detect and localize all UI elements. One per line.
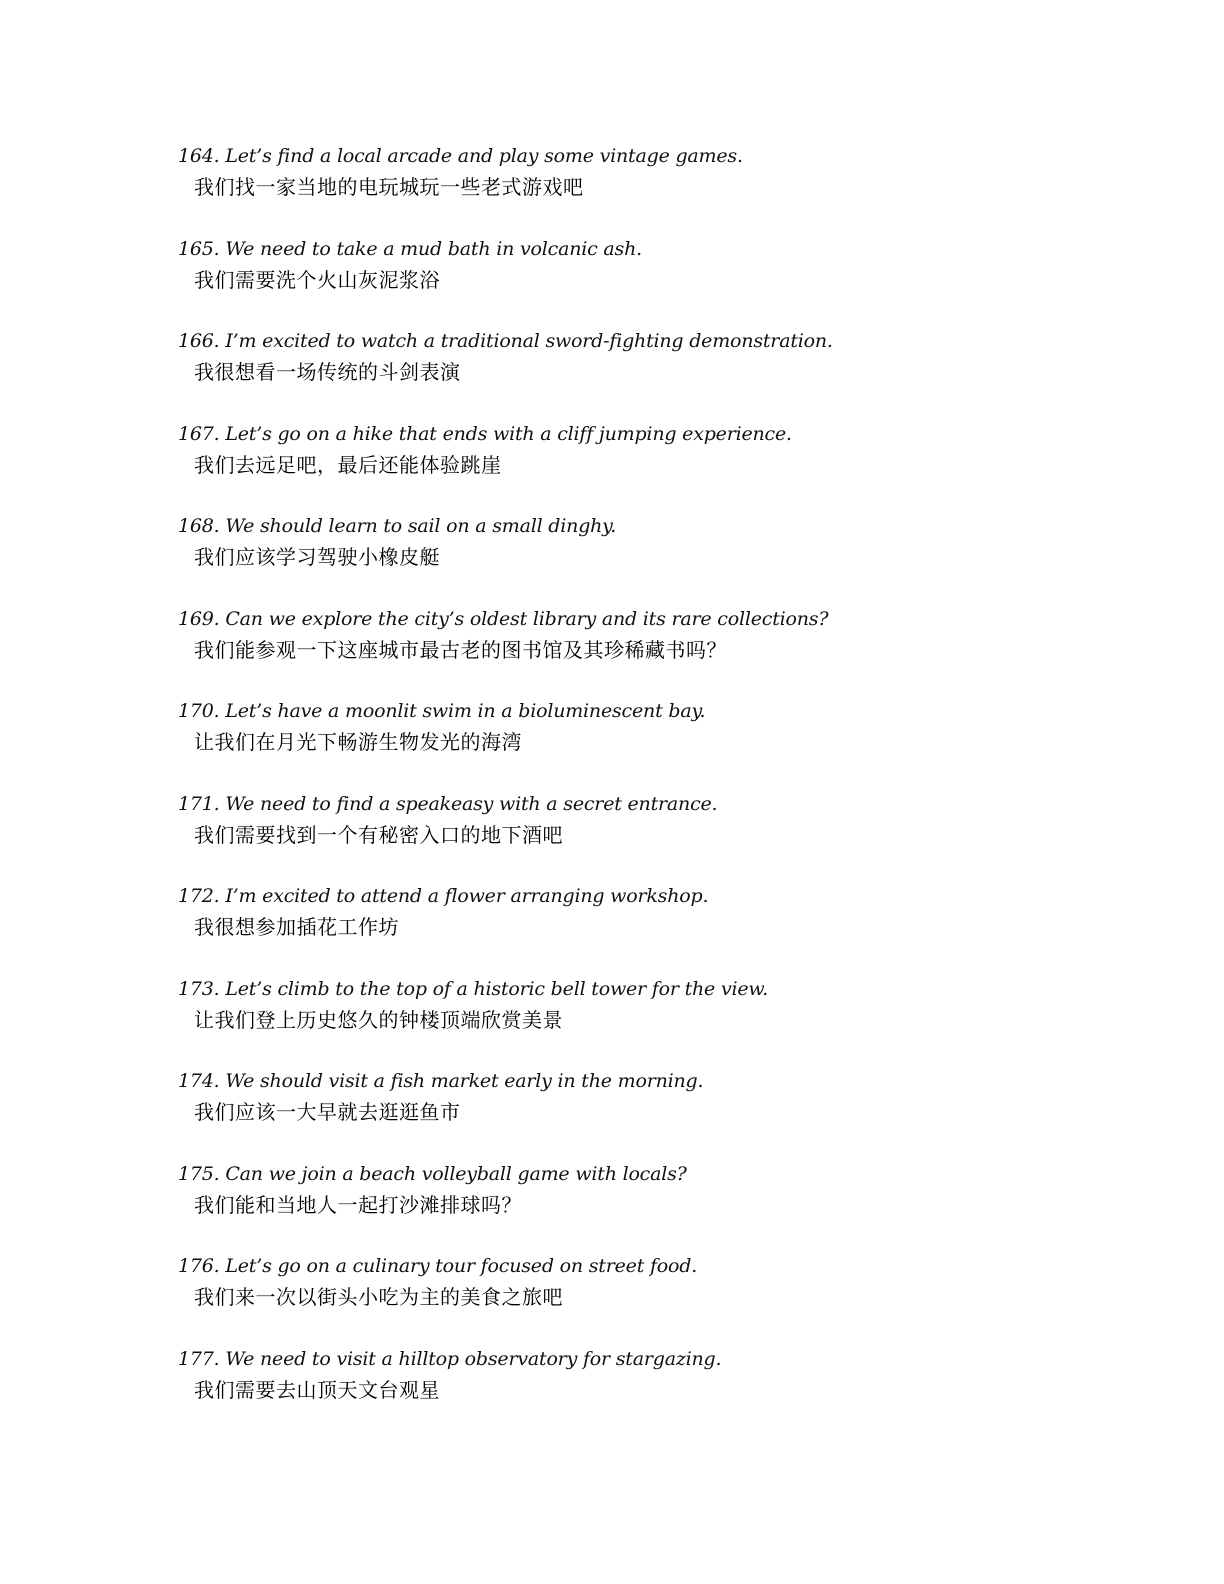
- english-sentence: 171. We need to find a speakeasy with a secret entrance.: [178, 792, 718, 815]
- phrase-entry-167: [178, 418, 1158, 511]
- chinese-translation: 让我们登上历史悠久的钟楼顶端欣赏美景: [194, 1007, 563, 1032]
- english-sentence: 168. We should learn to sail on a small dinghy.: [178, 515, 617, 537]
- phrase-entry-174: [178, 1065, 1158, 1158]
- phrase-entry-166: [178, 325, 1158, 418]
- chinese-translation: 我们需要找到一个有秘密入口的地下酒吧: [194, 822, 563, 847]
- chinese-translation: 我们能和当地人一起打沙滩排球吗？: [194, 1192, 522, 1217]
- phrase-entry-176: [178, 1250, 1158, 1343]
- chinese-translation: 我们能参观一下这座城市最古老的图书馆及其珍稀藏书吗？: [194, 637, 727, 662]
- english-sentence: 175. Can we join a beach volleyball game with locals?: [178, 1162, 687, 1185]
- chinese-translation: 我们需要洗个火山灰泥浆浴: [194, 267, 440, 292]
- phrase-entry-164: [178, 140, 1158, 233]
- chinese-translation: 我们应该学习驾驶小橡皮艇: [194, 545, 440, 569]
- chinese-translation: 我们应该一大早就去逛逛鱼市: [194, 1100, 461, 1124]
- phrase-entry-168: [178, 510, 1158, 603]
- english-sentence: 174. We should visit a fish market early in the morning.: [178, 1070, 704, 1092]
- english-sentence: 170. Let’s have a moonlit swim in a bioluminescent bay.: [178, 700, 706, 722]
- english-sentence: 176. Let’s go on a culinary tour focused on street food.: [178, 1255, 698, 1277]
- english-sentence: 173. Let’s climb to the top of a historic bell tower for the view.: [178, 977, 769, 1000]
- english-sentence: 177. We need to visit a hilltop observatory for stargazing.: [178, 1347, 722, 1370]
- phrase-entry-165: [178, 233, 1158, 326]
- phrase-entry-171: [178, 788, 1158, 881]
- english-sentence: 166. I’m excited to watch a traditional sword-fighting demonstration.: [178, 330, 833, 352]
- phrase-entry-172: [178, 880, 1158, 973]
- chinese-translation: 我们来一次以街头小吃为主的美食之旅吧: [194, 1285, 563, 1309]
- phrase-list: [178, 140, 1158, 1435]
- english-sentence: 165. We need to take a mud bath in volcanic ash.: [178, 237, 642, 260]
- chinese-translation: 我很想看一场传统的斗剑表演: [194, 360, 461, 384]
- chinese-translation: 我们找一家当地的电玩城玩一些老式游戏吧: [194, 175, 584, 199]
- english-sentence: 167. Let’s go on a hike that ends with a cliff jumping experience.: [178, 422, 792, 445]
- chinese-translation: 我们需要去山顶天文台观星: [194, 1377, 440, 1402]
- phrase-entry-173: [178, 973, 1158, 1066]
- phrase-entry-175: [178, 1158, 1158, 1251]
- chinese-translation: 我们去远足吧，最后还能体验跳崖: [194, 452, 502, 477]
- english-sentence: 164. Let’s find a local arcade and play some vintage games.: [178, 145, 743, 167]
- chinese-translation: 我很想参加插花工作坊: [194, 915, 399, 939]
- english-sentence: 169. Can we explore the city’s oldest library and its rare collections?: [178, 607, 829, 630]
- phrase-entry-170: [178, 695, 1158, 788]
- english-sentence: 172. I’m excited to attend a flower arranging workshop.: [178, 885, 709, 907]
- phrase-entry-177: [178, 1343, 1158, 1436]
- phrase-entry-169: [178, 603, 1158, 696]
- chinese-translation: 让我们在月光下畅游生物发光的海湾: [194, 730, 522, 754]
